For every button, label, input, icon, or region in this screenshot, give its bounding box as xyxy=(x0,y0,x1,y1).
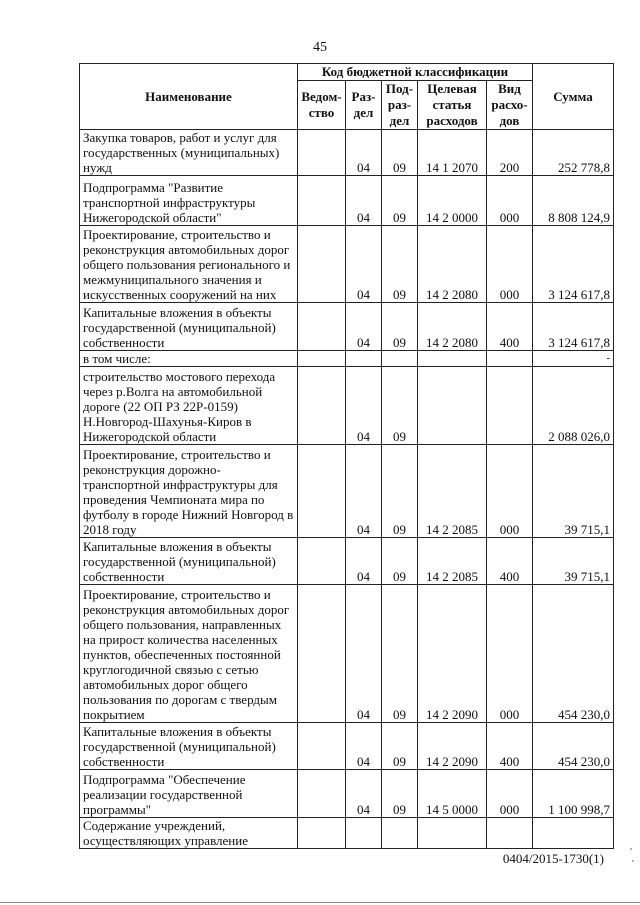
table-row xyxy=(80,538,614,585)
row-tselevaya-cell xyxy=(418,818,487,849)
row-summa-cell: 454 230,0 xyxy=(533,723,614,770)
header-razdel: Раз- дел xyxy=(346,81,382,130)
table-row xyxy=(80,130,614,176)
row-razdel-cell: 04 xyxy=(346,176,382,226)
table-row xyxy=(80,723,614,770)
table-row xyxy=(80,818,614,849)
row-summa-cell: 8 808 124,9 xyxy=(533,176,614,226)
row-vid-cell: 400 xyxy=(487,538,533,585)
row-tselevaya-cell: 14 2 2090 xyxy=(418,723,487,770)
row-vedomstvo-cell xyxy=(298,303,346,351)
row-vedomstvo-cell xyxy=(298,445,346,538)
row-summa-cell: 1 100 998,7 xyxy=(533,770,614,818)
table-row xyxy=(80,176,614,226)
row-podrazdel-cell: 09 xyxy=(382,130,418,176)
row-podrazdel-cell: 09 xyxy=(382,367,418,445)
row-razdel-cell: 04 xyxy=(346,585,382,723)
scan-artifact-line xyxy=(0,902,640,903)
table-row xyxy=(80,226,614,303)
row-vedomstvo-cell xyxy=(298,226,346,303)
row-tselevaya-cell: 14 5 0000 xyxy=(418,770,487,818)
row-podrazdel-cell: 09 xyxy=(382,538,418,585)
row-vid-cell xyxy=(487,818,533,849)
row-podrazdel-cell: 09 xyxy=(382,226,418,303)
row-summa-cell: - xyxy=(533,351,614,367)
row-tselevaya-cell: 14 2 0000 xyxy=(418,176,487,226)
row-razdel-cell: 04 xyxy=(346,538,382,585)
row-podrazdel-cell: 09 xyxy=(382,723,418,770)
row-summa-cell: 454 230,0 xyxy=(533,585,614,723)
row-name-cell: в том числе: xyxy=(80,351,298,367)
row-name-cell: Закупка товаров, работ и услуг для государственных (муниципальных) нужд xyxy=(80,130,298,176)
row-name-cell: строительство мостового перехода через р.Волга на автомобильной дороге (22 ОП РЗ 22Р-0159) Н.Новгород-Шахунья-Киров в Нижегородской области xyxy=(80,367,298,445)
row-tselevaya-cell: 14 2 2090 xyxy=(418,585,487,723)
row-tselevaya-cell: 14 1 2070 xyxy=(418,130,487,176)
row-vedomstvo-cell xyxy=(298,538,346,585)
row-name-cell: Капитальные вложения в объекты государственной (муниципальной) собственности xyxy=(80,723,298,770)
row-podrazdel-cell: 09 xyxy=(382,303,418,351)
row-razdel-cell: 04 xyxy=(346,723,382,770)
row-razdel-cell: 04 xyxy=(346,130,382,176)
table-row xyxy=(80,585,614,723)
row-razdel-cell: 04 xyxy=(346,445,382,538)
scan-speck xyxy=(632,860,634,862)
table-row xyxy=(80,367,614,445)
table-row xyxy=(80,770,614,818)
row-tselevaya-cell: 14 2 2080 xyxy=(418,226,487,303)
row-summa-cell: 3 124 617,8 xyxy=(533,303,614,351)
budget-classification-table xyxy=(79,63,614,849)
row-summa-cell: 39 715,1 xyxy=(533,538,614,585)
row-vedomstvo-cell xyxy=(298,130,346,176)
row-vedomstvo-cell xyxy=(298,351,346,367)
row-vid-cell: 200 xyxy=(487,130,533,176)
document-code: 0404/2015-1730(1) xyxy=(502,851,604,866)
row-name-cell: Капитальные вложения в объекты государственной (муниципальной) собственности xyxy=(80,538,298,585)
row-razdel-cell: 04 xyxy=(346,226,382,303)
row-podrazdel-cell: 09 xyxy=(382,770,418,818)
header-name: Наименование xyxy=(80,64,298,130)
header-vedomstvo: Ведом- ство xyxy=(298,81,346,130)
row-tselevaya-cell: 14 2 2085 xyxy=(418,445,487,538)
table-row xyxy=(80,351,614,367)
header-classification-group: Код бюджетной классификации xyxy=(298,64,533,81)
row-vedomstvo-cell xyxy=(298,176,346,226)
row-vid-cell: 000 xyxy=(487,226,533,303)
row-summa-cell xyxy=(533,818,614,849)
table-body xyxy=(80,130,614,849)
row-razdel-cell xyxy=(346,818,382,849)
row-summa-cell: 2 088 026,0 xyxy=(533,367,614,445)
scan-speck xyxy=(630,848,632,850)
row-podrazdel-cell xyxy=(382,351,418,367)
row-name-cell: Проектирование, строительство и реконструкция автомобильных дорог общего пользования, направленных на прирост количества населенных пунктов, обеспеченных постоянной круглогодичной связью с сетью автомобильных дорог общего пользования по дорогам с твердым покрытием xyxy=(80,585,298,723)
row-summa-cell: 252 778,8 xyxy=(533,130,614,176)
row-vedomstvo-cell xyxy=(298,723,346,770)
table-row xyxy=(80,445,614,538)
row-vid-cell: 400 xyxy=(487,723,533,770)
row-razdel-cell: 04 xyxy=(346,770,382,818)
header-vid-raskhodov: Вид расхо- дов xyxy=(487,81,533,130)
row-razdel-cell: 04 xyxy=(346,367,382,445)
row-razdel-cell: 04 xyxy=(346,303,382,351)
row-summa-cell: 3 124 617,8 xyxy=(533,226,614,303)
row-name-cell: Содержание учреждений, осуществляющих управление xyxy=(80,818,298,849)
header-podrazdel: Под- раз- дел xyxy=(382,81,418,130)
row-name-cell: Проектирование, строительство и реконструкция автомобильных дорог общего пользования регионального и межмуниципального значения и искусственных сооружений на них xyxy=(80,226,298,303)
row-vedomstvo-cell xyxy=(298,585,346,723)
row-podrazdel-cell: 09 xyxy=(382,445,418,538)
row-vedomstvo-cell xyxy=(298,770,346,818)
row-tselevaya-cell: 14 2 2085 xyxy=(418,538,487,585)
row-summa-cell: 39 715,1 xyxy=(533,445,614,538)
row-tselevaya-cell xyxy=(418,367,487,445)
row-name-cell: Проектирование, строительство и реконструкция дорожно-транспортной инфраструктуры для проведения Чемпионата мира по футболу в городе Нижний Новгород в 2018 году xyxy=(80,445,298,538)
row-podrazdel-cell: 09 xyxy=(382,585,418,723)
header-summa: Сумма xyxy=(533,64,614,130)
row-vid-cell: 400 xyxy=(487,303,533,351)
row-podrazdel-cell: 09 xyxy=(382,176,418,226)
row-podrazdel-cell xyxy=(382,818,418,849)
row-razdel-cell xyxy=(346,351,382,367)
row-vedomstvo-cell xyxy=(298,367,346,445)
row-name-cell: Капитальные вложения в объекты государственной (муниципальной) собственности xyxy=(80,303,298,351)
header-tselevaya-statya: Целевая статья расходов xyxy=(418,81,487,130)
table-row xyxy=(80,303,614,351)
row-vedomstvo-cell xyxy=(298,818,346,849)
row-vid-cell: 000 xyxy=(487,585,533,723)
row-name-cell: Подпрограмма "Обеспечение реализации государственной программы" xyxy=(80,770,298,818)
row-vid-cell: 000 xyxy=(487,445,533,538)
row-vid-cell: 000 xyxy=(487,176,533,226)
row-name-cell: Подпрограмма "Развитие транспортной инфраструктуры Нижегородской области" xyxy=(80,176,298,226)
row-tselevaya-cell: 14 2 2080 xyxy=(418,303,487,351)
row-vid-cell xyxy=(487,351,533,367)
page-number: 45 xyxy=(313,40,327,55)
row-vid-cell xyxy=(487,367,533,445)
row-vid-cell: 000 xyxy=(487,770,533,818)
row-tselevaya-cell xyxy=(418,351,487,367)
